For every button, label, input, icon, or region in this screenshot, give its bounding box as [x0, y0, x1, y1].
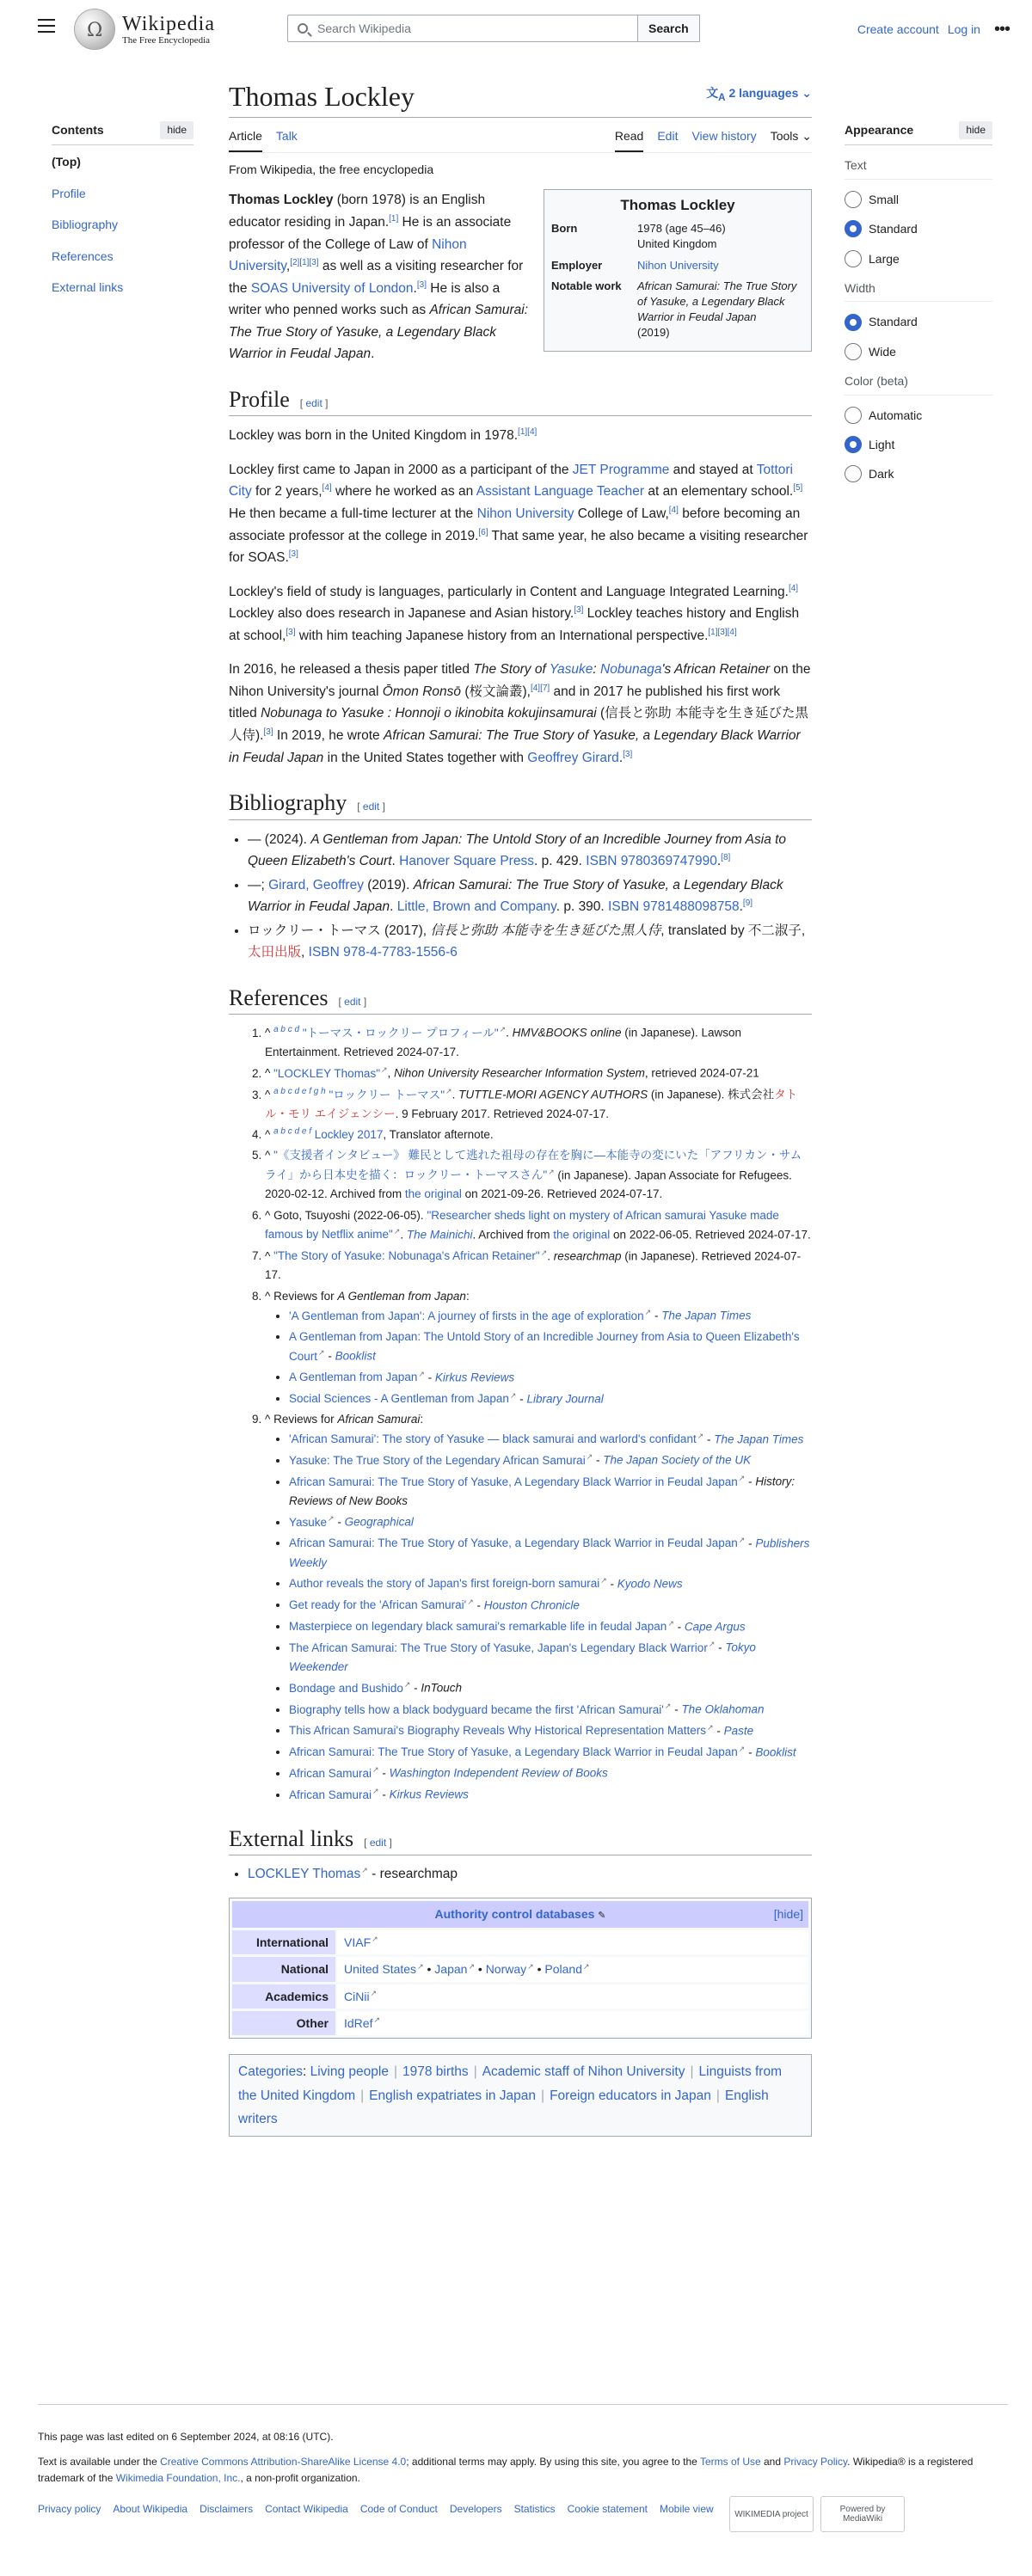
tab-read[interactable]: Read: [615, 123, 643, 152]
color-light-radio[interactable]: Light: [845, 435, 992, 454]
search-button[interactable]: Search: [638, 15, 700, 42]
list-item: 4. ^ $^{a b c d e f}$ Lockley 2017, Translator afternote.: [265, 1125, 812, 1144]
license-text: Text is available under the Creative Commons Attribution-ShareAlike License 4.0; additional terms may apply. By using this site, you agree to the Terms of Use and Privacy Policy. Wikipedia® is a registered trademark of the Wikimedia Foundation, Inc., a non-profit organization.: [38, 2456, 974, 2485]
text-large-radio[interactable]: Large: [845, 249, 992, 268]
review-publication[interactable]: Booklist: [335, 1349, 376, 1363]
authority-row: [232, 1930, 808, 1954]
footer-link[interactable]: Code of Conduct: [359, 2502, 438, 2515]
list-item: 8. ^ Reviews for A Gentleman from Japan: • 'A Gentleman from Japan': A journey of firsts in the age of exploration ↗ - The Japan Times • A Gentleman from Japan: The Untold Story of an Incredible Journey from Asia to Queen Elizabeth's Court ↗ - Booklist • A Gentleman from Japan ↗ - Kirkus Reviews • Social Sciences - A Gentleman from Japan ↗ - Library Journal: [265, 1287, 812, 1409]
footer-link[interactable]: Disclaimers: [200, 2502, 254, 2515]
review-publication[interactable]: Geographical: [344, 1515, 414, 1529]
tab-article[interactable]: Article: [229, 123, 262, 152]
review-publication[interactable]: The Japan Society of the UK: [603, 1453, 752, 1467]
review-item: • Author reveals the story of Japan's first foreign-born samurai ↗ - Kyodo News: [289, 1574, 812, 1594]
authority-link[interactable]: CiNii ↗: [344, 1990, 377, 2003]
infobox-born-value: 1978 (age 45–46): [637, 222, 726, 236]
toc-item-profile[interactable]: Profile: [52, 186, 86, 200]
authority-hide-button[interactable]: [hide]: [773, 1907, 803, 1922]
infobox-birthplace: United Kingdom: [637, 237, 717, 251]
list-item: • LOCKLEY Thomas ↗ - researchmap: [248, 1864, 812, 1886]
review-link[interactable]: Get ready for the 'African Samurai' ↗: [289, 1598, 474, 1611]
powered-by-mediawiki-badge[interactable]: Powered by MediaWiki: [820, 2496, 905, 2532]
authority-row-values: [337, 1930, 808, 1954]
width-wide-radio[interactable]: Wide: [845, 342, 992, 361]
list-item: 5. ^ "《支援者インタビュー》 難民として逃れた祖母の存在を胸に―本能寺の変にいた「アフリカン・サムライ」から日本史を描く：ロックリー・トーマスさん" ↗ (in Japanese). Japan Associate for Refugees. 2020-02-12. Archived from the original on 2021-09-26. Retrieved 2024-07-17.: [265, 1146, 812, 1204]
search-form: [287, 15, 700, 42]
infobox-born-label: Born: [551, 222, 578, 236]
tools-menu[interactable]: Tools ⌄: [770, 128, 812, 143]
review-item: • The African Samurai: The True Story of Yasuke, Japan's Legendary Black Warrior ↗ - Tokyo Weekender: [289, 1638, 812, 1677]
footer-link[interactable]: About Wikipedia: [113, 2502, 188, 2515]
footer-link[interactable]: Privacy policy: [38, 2502, 101, 2515]
review-link[interactable]: Masterpiece on legendary black samurai's remarkable life in feudal Japan ↗: [289, 1620, 674, 1633]
search-input[interactable]: [287, 15, 638, 42]
tagline: The Free Encyclopedia: [122, 34, 211, 46]
review-item: • 'A Gentleman from Japan': A journey of firsts in the age of exploration ↗ - The Japan Times: [289, 1306, 812, 1326]
category-separator: |: [393, 2064, 397, 2080]
site-sub: From Wikipedia, the free encyclopedia: [229, 162, 434, 176]
toc-item-external-links[interactable]: External links: [52, 279, 124, 294]
external-links-list: [248, 1864, 812, 1886]
authority-control-title[interactable]: Authority control databases: [434, 1907, 595, 1922]
review-item: • Get ready for the 'African Samurai' ↗ - Houston Chronicle: [289, 1596, 812, 1616]
profile-paragraph-3: Lockley's field of study is languages, particularly in Content and Language Integrated Learning.[4] Lockley also does research in Japanese and Asian history.[3] Lockley teaches history and English at school,[3] with him teaching Japanese history from an International perspective.[1][3][4]: [229, 583, 800, 643]
footer-link[interactable]: Developers: [449, 2502, 502, 2515]
category-link[interactable]: Living people: [310, 2064, 389, 2080]
list-item: • —; Girard, Geoffrey (2019). African Samurai: The True Story of Yasuke, a Legendary Black Warrior in Feudal Japan. Little, Brown and Company. p. 390. ISBN 9781488098758.[9]: [248, 874, 812, 918]
list-item: 2. ^ "LOCKLEY Thomas" ↗ , Nihon University Researcher Information System, retrieved 2024-07-21: [265, 1064, 812, 1083]
table-of-contents: [52, 120, 194, 309]
authority-link[interactable]: Norway ↗: [486, 1962, 534, 1976]
appearance-title: Appearance: [845, 123, 914, 137]
tab-talk[interactable]: Talk: [275, 128, 298, 143]
page-footer: [38, 2404, 1008, 2524]
review-item: • Yasuke ↗ - Geographical: [289, 1512, 812, 1532]
footer-link[interactable]: Contact Wikipedia: [265, 2502, 348, 2515]
tab-view-history[interactable]: View history: [691, 128, 757, 143]
category-link[interactable]: Linguists from the United Kingdom: [238, 2064, 782, 2103]
review-link[interactable]: Yasuke ↗: [289, 1516, 335, 1529]
review-publication[interactable]: Kirkus Reviews: [434, 1371, 515, 1384]
category-separator: |: [473, 2064, 477, 2080]
authority-row-values: United States ↗ • Japan ↗ • Norway ↗ • Poland ↗: [337, 1957, 808, 1981]
references-list: [265, 1023, 812, 1805]
list-item: 6. ^ Goto, Tsuyoshi (2022-06-05). "Researcher sheds light on mystery of African samurai Yasuke made famous by Netflix anime" ↗ . The Mainichi. Archived from the original on 2022-06-05. Retrieved 2024-07-17.: [265, 1206, 812, 1245]
appearance-panel: [845, 120, 992, 494]
list-item: • ロックリー・トーマス (2017), 信長と弥助 本能寺を生き延びた黒人侍, translated by 不二淑子, 太田出版, ISBN 978-4-7783-1556-6: [248, 920, 812, 964]
create-account-link[interactable]: Create account: [857, 22, 939, 36]
appearance-hide-button[interactable]: hide: [959, 121, 992, 139]
review-item: • African Samurai ↗ - Washington Independent Review of Books: [289, 1763, 812, 1783]
authority-row: [232, 1984, 808, 2009]
footer-link[interactable]: Statistics: [513, 2502, 556, 2515]
categories-label[interactable]: Categories: [238, 2064, 303, 2080]
toc-hide-button[interactable]: hide: [160, 121, 194, 139]
search-placeholder: Search Wikipedia: [317, 21, 411, 35]
page-tabs: [229, 123, 812, 153]
authority-row: [232, 1957, 808, 1981]
review-publication[interactable]: Kirkus Reviews: [389, 1788, 469, 1801]
review-link[interactable]: African Samurai ↗: [289, 1767, 379, 1780]
review-item: • Yasuke: The True Story of the Legendary African Samurai ↗ - The Japan Society of the UK: [289, 1451, 812, 1470]
section-references-heading: References [ edit ]: [229, 983, 812, 1015]
review-link[interactable]: 'African Samurai': The story of Yasuke — black samurai and warlord's confidant ↗: [289, 1432, 703, 1445]
authority-link[interactable]: IdRef ↗: [344, 2016, 380, 2030]
authority-row-label: National: [232, 1957, 335, 1981]
authority-row-label: International: [232, 1930, 335, 1954]
infobox-employer-link[interactable]: Nihon University: [637, 258, 719, 272]
search-icon: [298, 23, 308, 34]
list-item: 3. ^ $^{a b c d e f g h}$ "ロックリー トーマス" ↗ . TUTTLE-MORI AGENCY AUTHORS (in Japanese). 株式会社タトル・モリ エイジェンシー. 9 February 2017. Retrieved 2024-07-17.: [265, 1085, 812, 1124]
review-link[interactable]: Biography tells how a black bodyguard became the first 'African Samurai' ↗: [289, 1703, 671, 1716]
log-in-link[interactable]: Log in: [947, 22, 980, 36]
toc-item-references[interactable]: References: [52, 248, 114, 263]
pencil-icon[interactable]: ✎: [598, 1911, 606, 1922]
more-options-icon[interactable]: •••: [993, 20, 1010, 40]
edit-external-links-link[interactable]: edit: [369, 1836, 387, 1849]
review-publication[interactable]: Paste: [723, 1724, 754, 1738]
section-external-links-heading: External links [ edit ]: [229, 1824, 812, 1855]
main-menu-icon[interactable]: [38, 19, 55, 33]
review-publication[interactable]: History: Reviews of New Books: [289, 1475, 796, 1507]
review-link[interactable]: A Gentleman from Japan: The Untold Story of an Incredible Journey from Asia to Queen Elizabeth's Court ↗: [289, 1330, 800, 1363]
review-link[interactable]: Yasuke: The True Story of the Legendary African Samurai ↗: [289, 1454, 593, 1467]
list-item: 7. ^ "The Story of Yasuke: Nobunaga's African Retainer" ↗ . researchmap (in Japanese). Retrieved 2024-07-17.: [265, 1247, 812, 1285]
category-separator: |: [716, 2088, 720, 2103]
wikipedia-logo[interactable]: [74, 9, 215, 50]
authority-control: [229, 1898, 812, 2039]
review-item: • African Samurai: The True Story of Yasuke, a Legendary Black Warrior in Feudal Japan ↗ - Publishers Weekly: [289, 1534, 812, 1573]
review-link[interactable]: Bondage and Bushido ↗: [289, 1682, 410, 1695]
authority-link[interactable]: Japan ↗: [434, 1962, 475, 1976]
list-item: • — (2024). A Gentleman from Japan: The Untold Story of an Incredible Journey from Asia to Queen Elizabeth's Court. Hanover Square Press. p. 429. ISBN 9780369747990.[8]: [248, 829, 812, 873]
authority-link[interactable]: United States ↗: [344, 1962, 424, 1976]
review-publication[interactable]: The Oklahoman: [681, 1702, 765, 1716]
reviews-african-samurai-list: [289, 1430, 812, 1805]
section-profile-heading: Profile [ edit ]: [229, 384, 812, 416]
review-item: • This African Samurai's Biography Reveals Why Historical Representation Matters ↗ - Paste: [289, 1721, 812, 1741]
toc-item-bibliography[interactable]: Bibliography: [52, 218, 119, 232]
review-link[interactable]: This African Samurai's Biography Reveals Why Historical Representation Matters ↗: [289, 1724, 714, 1737]
lead-paragraph: Thomas Lockley (born 1978) is an English educator residing in Japan.[1] He is an associate professor of the College of Law of Nihon University,[2][1][3] as well as a visiting researcher for the SOAS University of London.[3] He is also a writer who penned works such as African Samurai: The True Story of Yasuke, a Legendary Black Warrior in Feudal Japan.: [229, 193, 529, 362]
review-publication[interactable]: Washington Independent Review of Books: [389, 1766, 608, 1780]
review-item: • Biography tells how a black bodyguard became the first 'African Samurai' ↗ - The Oklahoman: [289, 1700, 812, 1720]
review-publication[interactable]: Library Journal: [526, 1392, 604, 1406]
review-item: • 'African Samurai': The story of Yasuke — black samurai and warlord's confidant ↗ - The Japan Times: [289, 1430, 812, 1450]
article-content: [229, 79, 812, 2137]
review-link[interactable]: African Samurai: The True Story of Yasuke, a Legendary Black Warrior in Feudal Japan ↗: [289, 1745, 745, 1758]
authority-row-values: [337, 2011, 808, 2035]
review-item: • Masterpiece on legendary black samurai's remarkable life in feudal Japan ↗ - Cape Argus: [289, 1617, 812, 1637]
review-item: • African Samurai: The True Story of Yasuke, a Legendary Black Warrior in Feudal Japan ↗ - Booklist: [289, 1743, 812, 1763]
review-item: • Bondage and Bushido ↗ - InTouch: [289, 1678, 812, 1698]
wikimedia-project-badge[interactable]: WIKIMEDIA project: [729, 2496, 814, 2532]
review-item: • African Samurai: The True Story of Yasuke, A Legendary Black Warrior in Feudal Japan ↗ - History: Reviews of New Books: [289, 1472, 812, 1511]
section-bibliography-heading: Bibliography [ edit ]: [229, 788, 812, 819]
reviews-gentleman-list: [289, 1306, 812, 1408]
review-publication[interactable]: The Japan Times: [714, 1432, 804, 1446]
review-item: • Social Sciences - A Gentleman from Japan ↗ - Library Journal: [289, 1389, 812, 1409]
review-link[interactable]: 'A Gentleman from Japan': A journey of firsts in the age of exploration ↗: [289, 1309, 651, 1322]
review-link[interactable]: African Samurai ↗: [289, 1788, 379, 1801]
review-link[interactable]: Author reveals the story of Japan's first foreign-born samurai ↗: [289, 1577, 607, 1590]
user-links: [857, 20, 1010, 39]
page-title: Thomas Lockley: [229, 81, 415, 112]
review-link[interactable]: African Samurai: The True Story of Yasuke, A Legendary Black Warrior in Feudal Japan ↗: [289, 1475, 745, 1488]
wikipedia-globe-icon: [74, 9, 115, 50]
color-label: Color (beta): [845, 371, 992, 395]
footer-link[interactable]: Mobile view: [659, 2502, 714, 2515]
language-button[interactable]: 文$_A$ 2 languages ⌄: [706, 86, 812, 103]
site-header: [0, 0, 1032, 57]
toc-title: Contents: [52, 123, 104, 137]
review-publication[interactable]: Cape Argus: [684, 1620, 746, 1633]
list-item: 9. ^ Reviews for African Samurai: • 'African Samurai': The story of Yasuke — black samurai and warlord's confidant ↗ - The Japan Times • Yasuke: The True Story of the Legendary African Samurai ↗ - The Japan Society of the UK • African Samurai: The True Story of Yasuke, A Legendary Black Warrior in Feudal Japan ↗ - History: Reviews of New Books • Yasuke ↗ - Geographical • African Samurai: The True Story of Yasuke, a Legendary Black Warrior in Feudal Japan ↗ - Publishers Weekly • Author reveals the story of Japan's first foreign-born samurai ↗ - Kyodo News • Get ready for the 'African Samurai' ↗ - Houston Chronicle • Masterpiece on legendary black samurai's remarkable life in feudal Japan ↗ - Cape Argus • The African Samurai: The True Story of Yasuke, Japan's Legendary Black Warrior ↗ - Tokyo Weekender • Bondage and Bushido ↗ - InTouch • Biography tells how a black bodyguard became the first 'African Samurai' ↗ - The Oklahoman • This African Samurai's Biography Reveals Why Historical Representation Matters ↗ - Paste • African Samurai: The True Story of Yasuke, a Legendary Black Warrior in Feudal Japan ↗ - Booklist • African Samurai ↗ - Washington Independent Review of Books • African Samurai ↗ - Kirkus Reviews: [265, 1410, 812, 1805]
review-link[interactable]: The African Samurai: The True Story of Yasuke, Japan's Legendary Black Warrior ↗: [289, 1641, 715, 1654]
toc-item-top[interactable]: (Top): [52, 155, 81, 169]
review-link[interactable]: African Samurai: The True Story of Yasuke, a Legendary Black Warrior in Feudal Japan ↗: [289, 1536, 745, 1549]
edit-profile-link[interactable]: edit: [305, 396, 322, 409]
authority-row: [232, 2011, 808, 2035]
category-link[interactable]: Academic staff of Nihon University: [482, 2064, 685, 2080]
category-link[interactable]: English expatriates in Japan: [369, 2088, 537, 2103]
tab-edit[interactable]: Edit: [657, 128, 679, 143]
authority-link[interactable]: VIAF ↗: [344, 1935, 378, 1949]
list-item: 1. ^ $^{a b c d}$ "トーマス・ロックリー プロフィール" ↗ . HMV&BOOKS online (in Japanese). Lawson Entertainment. Retrieved 2024-07-17.: [265, 1023, 812, 1062]
review-publication[interactable]: InTouch: [421, 1681, 462, 1695]
category-separator: |: [360, 2088, 365, 2103]
width-label: Width: [845, 279, 992, 302]
text-size-label: Text: [845, 156, 992, 179]
review-link[interactable]: A Gentleman from Japan ↗: [289, 1371, 425, 1383]
edit-references-link[interactable]: edit: [344, 995, 361, 1008]
color-automatic-radio[interactable]: Automatic: [845, 406, 992, 425]
footer-link[interactable]: Cookie statement: [567, 2502, 648, 2515]
authority-row-label: Other: [232, 2011, 335, 2035]
bibliography-list: [248, 829, 812, 964]
edit-bibliography-link[interactable]: edit: [362, 800, 380, 813]
last-edited: This page was last edited on 6 September 2024, at 08:16 (UTC).: [38, 2431, 334, 2443]
category-link[interactable]: English writers: [238, 2088, 769, 2126]
infobox-work-year: (2019): [637, 326, 670, 340]
review-publication[interactable]: Houston Chronicle: [483, 1598, 580, 1612]
review-publication[interactable]: Tokyo Weekender: [289, 1641, 756, 1674]
text-small-radio[interactable]: Small: [845, 190, 992, 209]
category-separator: |: [690, 2064, 694, 2080]
infobox-employer-label: Employer: [551, 258, 603, 272]
review-item: • African Samurai ↗ - Kirkus Reviews: [289, 1785, 812, 1805]
authority-link[interactable]: Poland ↗: [544, 1962, 589, 1976]
category-separator: |: [541, 2088, 545, 2103]
review-publication[interactable]: Publishers Weekly: [289, 1536, 810, 1569]
authority-row-values: [337, 1984, 808, 2009]
color-dark-radio[interactable]: Dark: [845, 464, 992, 483]
wordmark: Wikipedia: [122, 12, 215, 35]
categories-box: Categories: Living people | 1978 births | Academic staff of Nihon University | Linguists from the United Kingdom | English expatriates in Japan | Foreign educators in Japan | English writers: [229, 2054, 812, 2136]
profile-paragraph-4: In 2016, he released a thesis paper titled The Story of Yasuke: Nobunaga's African Retainer on the Nihon University's journal Ōmon Ronsō (桜文論叢),[4][7] and in 2017 he published his first work titled Nobunaga to Yasuke : Honnoji o ikinobita kokujinsamurai (信長と弥助 本能寺を生き延びた黒人侍).[3] In 2019, he wrote African Samurai: The True Story of Yasuke, a Legendary Black Warrior in Feudal Japan in the United States together with Geoffrey Girard.[3]: [229, 662, 811, 765]
authority-row-label: Academics: [232, 1984, 335, 2009]
infobox: [544, 189, 812, 352]
text-standard-radio[interactable]: Standard: [845, 219, 992, 238]
review-item: • A Gentleman from Japan: The Untold Story of an Incredible Journey from Asia to Queen Elizabeth's Court ↗ - Booklist: [289, 1328, 812, 1366]
researchmap-link[interactable]: LOCKLEY Thomas ↗: [248, 1867, 368, 1881]
review-item: • A Gentleman from Japan ↗ - Kirkus Reviews: [289, 1368, 812, 1388]
width-standard-radio[interactable]: Standard: [845, 312, 992, 331]
review-publication[interactable]: Kyodo News: [617, 1577, 683, 1591]
review-publication[interactable]: Booklist: [755, 1745, 796, 1759]
infobox-work-value: African Samurai: The True Story of Yasuke, a Legendary Black Warrior in Feudal Japan: [637, 279, 797, 324]
infobox-title: Thomas Lockley: [620, 197, 735, 214]
review-publication[interactable]: The Japan Times: [661, 1309, 752, 1322]
category-link[interactable]: Foreign educators in Japan: [550, 2088, 711, 2103]
infobox-work-label: Notable work: [551, 279, 622, 292]
profile-paragraph-2: Lockley first came to Japan in 2000 as a participant of the JET Programme and stayed at Tottori City for 2 years,[4] where he worked as an Assistant Language Teacher at an elementary school.[5] He then became a full-time lecturer at the Nihon University College of Law,[4] before becoming an associate professor at the college in 2019.[6] That same year, he also became a visiting researcher for SOAS.[3]: [229, 462, 808, 566]
category-link[interactable]: 1978 births: [402, 2064, 469, 2080]
review-link[interactable]: Social Sciences - A Gentleman from Japan ↗: [289, 1392, 516, 1405]
profile-paragraph-1: Lockley was born in the United Kingdom in 1978.[1][4]: [229, 427, 538, 444]
